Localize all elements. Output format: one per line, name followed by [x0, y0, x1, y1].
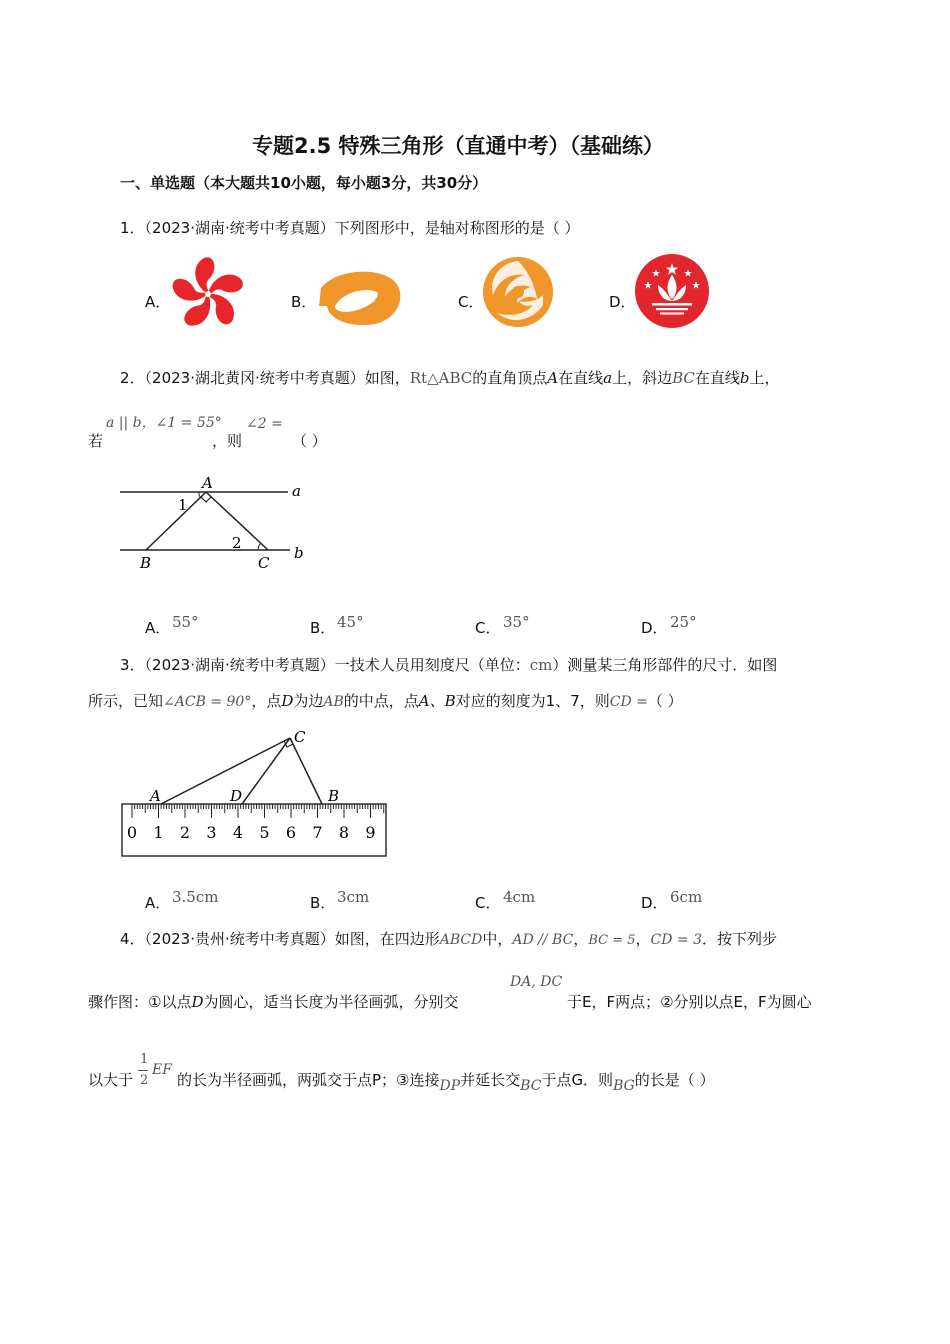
- orange-swirl-logo-icon: [315, 266, 405, 328]
- q3-option-d-label: D．: [641, 894, 668, 912]
- q4-stem-line2-end: 于E，F两点；②分别以点E，F为圆心: [567, 993, 812, 1011]
- ruler-number: 7: [312, 823, 323, 842]
- q2-option-c-value: 35°: [503, 613, 530, 631]
- q2-option-c-label: C．: [475, 619, 501, 637]
- q2-stem-ruo: 若: [88, 432, 104, 450]
- q3-stem-line2: 所示，已知∠ACB = 90°，点D为边AB的中点，点A、B对应的刻度为1、7，则CD =（ ）: [88, 692, 683, 710]
- fig3-label-A: A: [150, 787, 161, 805]
- section-heading: 一、单选题（本大题共10小题，每小题3分，共30分）: [120, 174, 488, 192]
- fig3-label-D: D: [230, 787, 243, 805]
- q3-option-c-label: C．: [475, 894, 501, 912]
- q1-option-c-label: C．: [458, 293, 484, 311]
- ruler-number: 1: [153, 823, 164, 842]
- ruler-number: 4: [232, 823, 244, 842]
- ruler-numbers: [127, 823, 376, 842]
- q4-half-numerator: 1: [140, 1052, 149, 1067]
- q2-figure: [110, 470, 330, 580]
- q4-stem-line2-pre: 骤作图：①以点D为圆心，适当长度为半径画弧，分别交: [88, 993, 459, 1011]
- fig2-label-C: C: [258, 554, 270, 572]
- macau-flag-emblem-icon: [634, 253, 710, 329]
- q1-option-b-label: B．: [291, 293, 317, 311]
- fig3-label-C: C: [294, 728, 306, 746]
- q1-option-d-label: D．: [609, 293, 636, 311]
- q4-stem-line1: 4．（2023·贵州·统考中考真题）如图，在四边形ABCD中，AD // BC，BC = 5，CD = 3．按下列步: [120, 930, 778, 948]
- q1-option-a-label: A．: [145, 293, 171, 311]
- ruler-number: 3: [206, 823, 217, 842]
- q2-angle2: ∠2 =: [246, 416, 283, 432]
- fig2-label-A: A: [202, 474, 213, 492]
- q2-paren: （ ）: [292, 432, 327, 450]
- fig2-label-b: b: [294, 544, 304, 562]
- ruler-number: 6: [285, 823, 297, 842]
- q3-figure: [110, 724, 400, 864]
- q4-half-denominator: 2: [140, 1073, 149, 1088]
- q4-da-dc: DA, DC: [510, 974, 563, 990]
- fig3-label-B: B: [328, 787, 340, 805]
- q2-option-b-label: B．: [310, 619, 336, 637]
- q1-stem: 1．（2023·湖南·统考中考真题）下列图形中，是轴对称图形的是（ ）: [120, 219, 580, 237]
- q3-option-b-label: B．: [310, 894, 336, 912]
- hong-kong-bauhinia-icon: [163, 254, 253, 330]
- ruler-number: 2: [179, 823, 191, 842]
- q2-option-b-value: 45°: [337, 613, 364, 631]
- q3-stem-line1: 3．（2023·湖南·统考中考真题）一技术人员用刻度尺（单位：cm）测量某三角形部件的尺寸．如图: [120, 656, 778, 674]
- fig2-label-a: a: [292, 482, 301, 500]
- q4-stem-line3-pre: 以大于: [88, 1071, 134, 1089]
- fig2-label-1: 1: [178, 496, 188, 514]
- ruler-number: 8: [338, 823, 350, 842]
- phoenix-swirl-logo-icon: [481, 255, 555, 329]
- page-title: 专题2.5 特殊三角形（直通中考）（基础练）: [252, 134, 665, 158]
- q4-stem-line3-mid: 的长为半径画弧，两弧交于点P；③连接DP并延长交BC于点G．则BG的长是（ ）: [177, 1071, 715, 1094]
- q2-option-d-label: D．: [641, 619, 668, 637]
- q4-ef: EF: [152, 1062, 172, 1078]
- q2-stem-line1: 2．（2023·湖北黄冈·统考中考真题）如图，Rt△ABC的直角顶点A在直线a上，斜边BC在直线b上，: [120, 369, 780, 387]
- q4-fraction-bar: [138, 1070, 148, 1071]
- q3-option-c-value: 4cm: [503, 888, 536, 906]
- ruler-number: 0: [126, 823, 138, 842]
- q3-option-d-value: 6cm: [670, 888, 703, 906]
- fig2-label-B: B: [140, 554, 152, 572]
- q3-option-a-value: 3.5cm: [172, 888, 219, 906]
- ruler-number: 5: [259, 823, 270, 842]
- ruler-number: 9: [365, 823, 376, 842]
- q2-option-a-value: 55°: [172, 613, 199, 631]
- q2-stem-ze: ，则: [212, 432, 243, 450]
- q3-option-a-label: A．: [145, 894, 171, 912]
- q2-condition: a || b，∠1 = 55°: [106, 415, 222, 431]
- fig2-label-2: 2: [232, 534, 242, 552]
- q2-option-a-label: A．: [145, 619, 171, 637]
- q3-option-b-value: 3cm: [337, 888, 370, 906]
- q2-option-d-value: 25°: [670, 613, 697, 631]
